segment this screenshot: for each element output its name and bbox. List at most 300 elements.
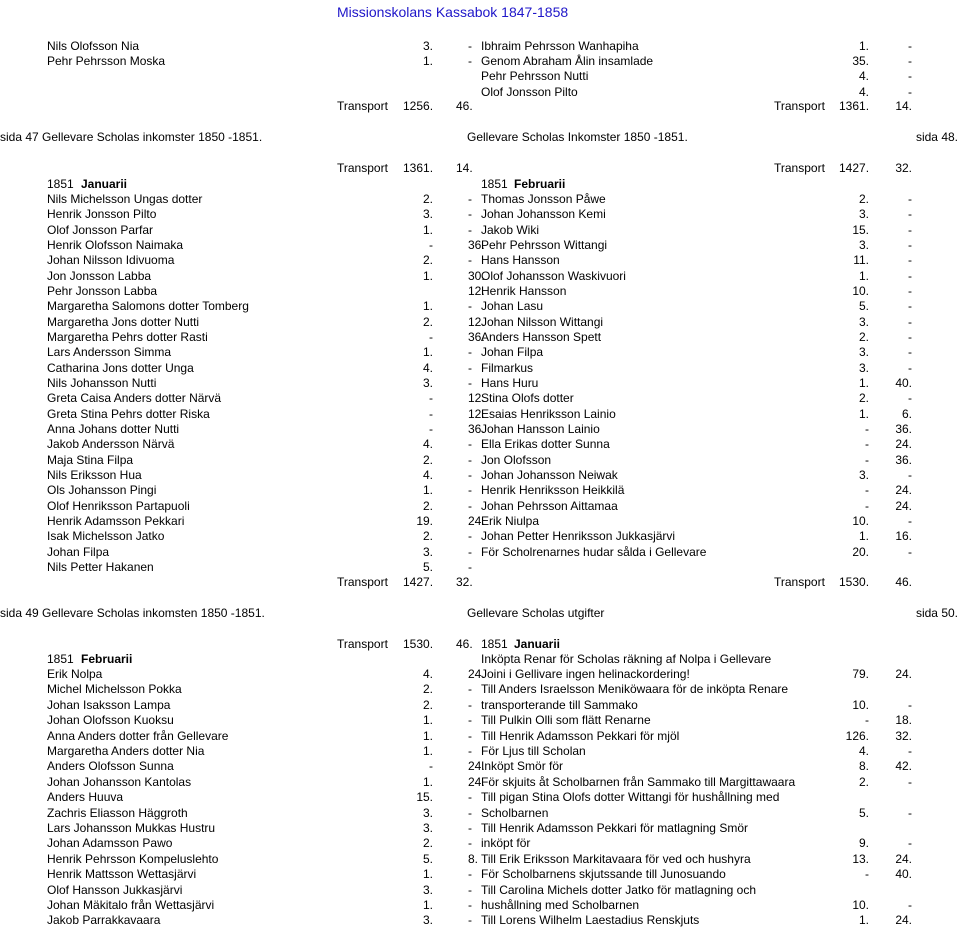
amount-ore: - (468, 299, 472, 314)
ledger-row (0, 422, 960, 437)
amount-ore: - (468, 375, 472, 390)
ledger-row (0, 223, 960, 238)
donor-name: Margaretha Salomons dotter Tomberg (47, 299, 249, 314)
donor-name: Johan Mäkitalo från Wettasjärvi (47, 898, 215, 912)
entry-amount-ore: 40. (895, 867, 912, 882)
donor-name: Henrik Olofsson Naimaka (47, 237, 184, 252)
amount-ore: 30. (468, 268, 485, 283)
transport-label: Transport (337, 161, 388, 175)
ledger-row (0, 284, 960, 299)
entry-amount-ore: - (908, 207, 912, 222)
entry-name: Till Pulkin Olli som flätt Renarne (481, 713, 651, 728)
amount-ore: - (468, 192, 472, 206)
donor-name: Jakob Andersson Närvä (47, 437, 175, 452)
entry-amount-ore: 42. (895, 759, 912, 774)
entry-name: Till Lorens Wilhelm Laestadius Renskjuts (481, 913, 700, 928)
amount-ore: - (468, 559, 472, 574)
entry-amount-kr: 126. (845, 728, 869, 743)
donor-amount-kr: 1. (422, 222, 433, 237)
transport-ore: 46. (456, 99, 473, 113)
ledger-row (0, 913, 960, 928)
page-header-left: sida 49 Gellevare Scholas inkomsten 1850 -1851. (0, 606, 265, 620)
donor-amount-kr: 2. (422, 253, 433, 268)
entry-name: Johan Johansson Neiwak (481, 467, 618, 482)
entry-name: Stina Olofs dotter (481, 391, 574, 406)
entry-name: För Scholbarnens skjutssande till Junosuando (481, 867, 726, 882)
ledger-row (0, 883, 960, 898)
entry-name: inköpt för (481, 836, 531, 851)
ledger-row (0, 238, 960, 253)
entry-amount-ore: - (908, 360, 912, 375)
amount-ore: 36. (468, 421, 485, 436)
entry-name: hushållning med Scholbarnen (481, 898, 640, 912)
entry-amount-ore: 36. (895, 452, 912, 467)
donor-amount-kr: 1. (422, 898, 433, 912)
amount-ore: - (468, 744, 472, 758)
entry-amount-ore: - (908, 345, 912, 360)
ledger-row (0, 376, 960, 391)
page-header-middle: Gellevare Scholas Inkomster 1850 -1851. (467, 130, 688, 144)
entry-name: Joini i Gellivare ingen helinackordering! (481, 667, 690, 681)
donor-amount-kr: - (429, 421, 433, 436)
entry-name: Till Anders Israelsson Meniköwaara för de inköpta Renare (481, 682, 789, 697)
donor-amount-kr: 4. (422, 467, 433, 482)
donor-name: Ols Johansson Pingi (47, 483, 157, 498)
entry-amount-ore: - (908, 283, 912, 298)
entry-amount-kr: 1. (858, 529, 869, 544)
transport-kr: 1530. (403, 637, 434, 651)
donor-name: Johan Olofsson Kuoksu (47, 713, 174, 728)
transport-kr: 1256. (403, 99, 434, 113)
donor-amount-kr: 2. (422, 498, 433, 513)
amount-ore: - (468, 805, 472, 820)
donor-amount-kr: - (429, 391, 433, 406)
year-label: 1851 (481, 177, 508, 191)
donor-name: Anders Olofsson Sunna (47, 759, 174, 774)
transport-label: Transport (774, 161, 825, 175)
donor-name: Johan Filpa (47, 544, 110, 559)
entry-name: Genom Abraham Ålin insamlade (481, 54, 654, 69)
entry-name: Henrik Hansson (481, 283, 567, 298)
amount-ore: - (468, 253, 472, 268)
ledger-row (0, 852, 960, 867)
donor-amount-kr: 3. (422, 544, 433, 559)
donor-amount-kr: 4. (422, 360, 433, 375)
transport-label: Transport (337, 637, 388, 651)
ledger-row (0, 836, 960, 851)
entry-name: Olof Johansson Waskivuori (481, 268, 626, 283)
entry-amount-ore: 24. (895, 913, 912, 928)
entry-amount-kr: 8. (858, 759, 869, 774)
entry-amount-ore: 40. (895, 375, 912, 390)
ledger-row (0, 821, 960, 836)
month-label: Februarii (81, 652, 133, 666)
donor-amount-kr: 1. (422, 54, 433, 69)
amount-ore: - (468, 54, 472, 69)
ledger-row (0, 391, 960, 406)
donor-name: Michel Michelsson Pokka (47, 682, 182, 697)
donor-amount-kr: - (429, 759, 433, 774)
donor-amount-kr: - (429, 237, 433, 252)
entry-amount-kr: 4. (858, 69, 869, 84)
donor-name: Pehr Jonsson Labba (47, 283, 158, 298)
entry-amount-ore: 24. (895, 498, 912, 513)
entry-amount-ore: - (908, 774, 912, 789)
entry-amount-ore: 24. (895, 851, 912, 866)
page-header-left: sida 47 Gellevare Scholas inkomster 1850 -1851. (0, 130, 263, 144)
transport-ore: 32. (456, 575, 473, 589)
amount-ore: - (468, 867, 472, 882)
amount-ore: - (468, 882, 472, 897)
entry-amount-kr: - (865, 867, 869, 882)
ledger-row (0, 729, 960, 744)
donor-name: Jakob Parrakkavaara (47, 913, 161, 928)
donor-name: Margaretha Pehrs dotter Rasti (47, 329, 208, 344)
entry-name: Jon Olofsson (481, 452, 552, 467)
donor-amount-kr: 3. (422, 913, 433, 928)
page-title (0, 3, 960, 21)
donor-name: Lars Andersson Simma (47, 345, 172, 360)
donor-name: Johan Isaksson Lampa (47, 697, 171, 712)
amount-ore: - (468, 790, 472, 805)
transport-ore: 46. (895, 575, 912, 589)
entry-amount-kr: - (865, 498, 869, 513)
donor-amount-kr: 3. (422, 39, 433, 53)
donor-name: Greta Caisa Anders dotter Närvä (47, 391, 222, 406)
entry-name: Hans Huru (481, 375, 539, 390)
ledger-row (0, 437, 960, 452)
transport-label: Transport (337, 99, 388, 113)
donor-name: Isak Michelsson Jatko (47, 529, 165, 544)
ledger-row (0, 407, 960, 422)
donor-amount-kr: 4. (422, 667, 433, 681)
entry-amount-kr: 5. (858, 299, 869, 314)
ledger-row (0, 667, 960, 682)
donor-name: Johan Adamsson Pawo (47, 836, 173, 851)
donor-amount-kr: 3. (422, 821, 433, 835)
amount-ore: - (468, 697, 472, 712)
entry-name: Filmarkus (481, 360, 534, 375)
entry-name: Johan Johansson Kemi (481, 207, 606, 222)
entry-amount-kr: 5. (858, 805, 869, 820)
entry-amount-ore: 36. (895, 421, 912, 436)
donor-name: Margaretha Anders dotter Nia (47, 744, 205, 758)
entry-amount-ore: 6. (901, 406, 912, 421)
entry-amount-kr: 4. (858, 84, 869, 99)
title-text: Missionskolans Kassabok 1847-1858 (337, 4, 569, 20)
entry-amount-kr: 2. (858, 774, 869, 789)
amount-ore: - (468, 437, 472, 452)
donor-amount-kr: - (429, 329, 433, 344)
donor-name: Henrik Mattsson Wettasjärvi (47, 867, 197, 882)
entry-amount-kr: - (865, 421, 869, 436)
amount-ore: - (468, 713, 472, 728)
donor-amount-kr: 5. (422, 559, 433, 574)
ledger-row (0, 545, 960, 560)
donor-amount-kr: 15. (416, 790, 433, 805)
donor-name: Nils Petter Hakanen (47, 559, 154, 574)
amount-ore: 12. (468, 314, 485, 329)
entry-name: Johan Filpa (481, 345, 544, 360)
year-label: 1851 (47, 177, 74, 191)
amount-ore: 36. (468, 237, 485, 252)
entry-amount-kr: 10. (852, 283, 869, 298)
entry-name: Olof Jonsson Pilto (481, 84, 578, 99)
entry-amount-kr: 1. (858, 268, 869, 283)
ledger-row (0, 514, 960, 529)
donor-name: Johan Johansson Kantolas (47, 774, 192, 789)
entry-amount-ore: - (908, 544, 912, 559)
entry-amount-ore: - (908, 467, 912, 482)
entry-name: Till Erik Eriksson Markitavaara för ved och hushyra (481, 851, 751, 866)
entry-amount-ore: - (908, 54, 912, 69)
ledger-row (0, 775, 960, 790)
ledger-row (0, 713, 960, 728)
entry-amount-ore: - (908, 253, 912, 268)
donor-name: Johan Nilsson Idivuoma (47, 253, 175, 268)
expense-heading: Inköpta Renar för Scholas räkning af Nolpa i Gellevare (481, 652, 772, 666)
entry-amount-kr: 10. (852, 513, 869, 528)
transport-kr: 1427. (403, 575, 434, 589)
entry-name: Anders Hansson Spett (481, 329, 602, 344)
entry-name: Thomas Jonsson Påwe (481, 192, 606, 206)
entry-amount-kr: 79. (852, 667, 869, 681)
entry-name: Till Henrik Adamsson Pekkari för mjöl (481, 728, 680, 743)
donor-name: Maja Stina Filpa (47, 452, 134, 467)
amount-ore: - (468, 682, 472, 697)
donor-amount-kr: 1. (422, 483, 433, 498)
amount-ore: - (468, 39, 472, 53)
entry-amount-kr: 1. (858, 39, 869, 53)
entry-amount-kr: 20. (852, 544, 869, 559)
entry-amount-kr: 3. (858, 207, 869, 222)
donor-amount-kr: 2. (422, 314, 433, 329)
transport-kr: 1361. (403, 161, 434, 175)
amount-ore: 24. (468, 759, 485, 774)
donor-name: Henrik Jonsson Pilto (47, 207, 157, 222)
entry-amount-kr: 9. (858, 836, 869, 851)
entry-amount-kr: 1. (858, 375, 869, 390)
transport-ore: 14. (895, 99, 912, 113)
entry-amount-ore: - (908, 329, 912, 344)
entry-name: Henrik Henriksson Heikkilä (481, 483, 625, 498)
transport-ore: 32. (895, 161, 912, 175)
donor-name: Anna Anders dotter från Gellevare (47, 728, 229, 743)
transport-row (0, 575, 960, 590)
donor-name: Margaretha Jons dotter Nutti (47, 314, 200, 329)
transport-kr: 1427. (839, 161, 870, 175)
entry-name: Pehr Pehrsson Nutti (481, 69, 589, 84)
ledger-row (0, 361, 960, 376)
month-label: Februarii (514, 177, 566, 191)
donor-name: Greta Stina Pehrs dotter Riska (47, 406, 210, 421)
entry-amount-kr: - (865, 437, 869, 452)
entry-amount-ore: 24. (895, 483, 912, 498)
entry-amount-ore: 32. (895, 728, 912, 743)
transport-ore: 46. (456, 637, 473, 651)
donor-amount-kr: 1. (422, 728, 433, 743)
amount-ore: - (468, 821, 472, 835)
entry-name: Till Carolina Michels dotter Jatko för matlagning och (481, 882, 757, 897)
ledger-row (0, 468, 960, 483)
entry-amount-kr: 10. (852, 697, 869, 712)
ledger-row (0, 483, 960, 498)
donor-name: Jon Jonsson Labba (47, 268, 152, 283)
entry-amount-kr: 11. (853, 253, 869, 268)
entry-amount-ore: - (908, 836, 912, 851)
ledger-row (0, 867, 960, 882)
amount-ore: 8. (468, 851, 479, 866)
amount-ore: - (468, 467, 472, 482)
amount-ore: 12. (468, 391, 485, 406)
ledger-row (0, 529, 960, 544)
donor-amount-kr: 3. (422, 805, 433, 820)
ledger-row (0, 499, 960, 514)
entry-name: Johan Hansson Lainio (481, 421, 600, 436)
donor-amount-kr: 2. (422, 452, 433, 467)
month-row (0, 652, 960, 667)
transport-kr: 1530. (839, 575, 870, 589)
ledger-row (0, 54, 960, 69)
month-label: Januarii (81, 177, 128, 191)
donor-amount-kr: 19. (416, 513, 433, 528)
ledger-row (0, 759, 960, 774)
amount-ore: - (468, 898, 472, 912)
ledger-row (0, 192, 960, 207)
transport-row (0, 637, 960, 652)
entry-amount-kr: 3. (858, 314, 869, 329)
amount-ore: 24. (468, 513, 485, 528)
donor-amount-kr: 3. (422, 882, 433, 897)
entry-name: transporterande till Sammako (481, 697, 638, 712)
amount-ore: - (468, 207, 472, 222)
page-header-right: sida 48. (915, 130, 958, 144)
ledger-row (0, 39, 960, 54)
amount-ore: - (468, 345, 472, 360)
ledger-row (0, 269, 960, 284)
donor-amount-kr: 2. (422, 682, 433, 697)
transport-kr: 1361. (839, 99, 870, 113)
donor-amount-kr: 2. (422, 192, 433, 206)
entry-amount-ore: - (908, 69, 912, 84)
amount-ore: - (468, 452, 472, 467)
entry-amount-ore: 18. (895, 713, 912, 728)
amount-ore: - (468, 544, 472, 559)
ledger-row (0, 790, 960, 805)
entry-amount-kr: 13. (852, 851, 869, 866)
amount-ore: - (468, 836, 472, 851)
section-header (0, 606, 960, 621)
month-label: Januarii (514, 637, 561, 651)
donor-amount-kr: 2. (422, 836, 433, 851)
donor-name: Olof Hansson Jukkasjärvi (47, 882, 183, 897)
donor-name: Olof Henriksson Partapuoli (47, 498, 190, 513)
transport-row (0, 161, 960, 176)
donor-name: Henrik Pehrsson Kompeluslehto (47, 851, 219, 866)
ledger-row (0, 560, 960, 575)
entry-amount-kr: 2. (858, 329, 869, 344)
donor-amount-kr: 5. (422, 851, 433, 866)
page-header-middle: Gellevare Scholas utgifter (467, 606, 605, 620)
entry-amount-kr: - (865, 452, 869, 467)
donor-amount-kr: 3. (422, 207, 433, 222)
entry-name: Erik Niulpa (481, 513, 540, 528)
donor-amount-kr: 2. (422, 697, 433, 712)
ledger-row (0, 898, 960, 913)
entry-name: Ella Erikas dotter Sunna (481, 437, 610, 452)
entry-name: För Scholrenarnes hudar sålda i Gellevare (481, 544, 707, 559)
entry-amount-ore: 24. (895, 667, 912, 681)
entry-amount-ore: 24. (895, 437, 912, 452)
month-row (0, 177, 960, 192)
donor-name: Anna Johans dotter Nutti (47, 421, 180, 436)
entry-amount-kr: - (865, 713, 869, 728)
amount-ore: - (468, 498, 472, 513)
donor-name: Nils Eriksson Hua (47, 467, 142, 482)
amount-ore: - (468, 222, 472, 237)
transport-label: Transport (337, 575, 388, 589)
entry-amount-kr: 4. (858, 744, 869, 758)
amount-ore: 12. (468, 283, 485, 298)
entry-amount-kr: 15. (852, 222, 869, 237)
donor-amount-kr: 1. (422, 299, 433, 314)
ledger-row (0, 330, 960, 345)
entry-name: För skjuits åt Scholbarnen från Sammako till Margittawaara (481, 774, 796, 789)
entry-amount-ore: - (908, 744, 912, 758)
donor-name: Nils Michelsson Ungas dotter (47, 192, 203, 206)
ledger-row (0, 253, 960, 268)
amount-ore: 24. (468, 667, 485, 681)
donor-name: Erik Nolpa (47, 667, 103, 681)
entry-name: Johan Petter Henriksson Jukkasjärvi (481, 529, 676, 544)
ledger-row (0, 682, 960, 697)
ledger-row (0, 453, 960, 468)
donor-amount-kr: - (429, 406, 433, 421)
donor-name: Zachris Eliasson Häggroth (47, 805, 188, 820)
entry-name: Till pigan Stina Olofs dotter Wittangi för hushållning med (481, 790, 780, 805)
amount-ore: - (468, 360, 472, 375)
donor-amount-kr: 1. (422, 268, 433, 283)
transport-label: Transport (774, 99, 825, 113)
donor-amount-kr: 1. (422, 867, 433, 882)
ledger-row (0, 85, 960, 100)
donor-name: Nils Olofsson Nia (47, 39, 140, 53)
entry-amount-ore: - (908, 697, 912, 712)
ledger-row (0, 69, 960, 84)
entry-amount-kr: - (865, 483, 869, 498)
amount-ore: 12. (468, 406, 485, 421)
entry-amount-ore: 16. (895, 529, 912, 544)
entry-amount-kr: 1. (858, 406, 869, 421)
donor-amount-kr: 1. (422, 345, 433, 360)
entry-amount-ore: - (908, 84, 912, 99)
donor-amount-kr: 1. (422, 713, 433, 728)
donor-name: Henrik Adamsson Pekkari (47, 513, 185, 528)
entry-amount-kr: 1. (858, 913, 869, 928)
entry-amount-kr: 10. (852, 898, 869, 912)
amount-ore: - (468, 529, 472, 544)
section-header (0, 130, 960, 145)
entry-amount-kr: 3. (858, 345, 869, 360)
transport-ore: 14. (456, 161, 473, 175)
donor-name: Lars Johansson Mukkas Hustru (47, 821, 216, 835)
amount-ore: - (468, 728, 472, 743)
page-header-right: sida 50. (915, 606, 958, 620)
ledger-row (0, 345, 960, 360)
ledger-row (0, 315, 960, 330)
year-label: 1851 (47, 652, 74, 666)
entry-name: Jakob Wiki (481, 222, 540, 237)
